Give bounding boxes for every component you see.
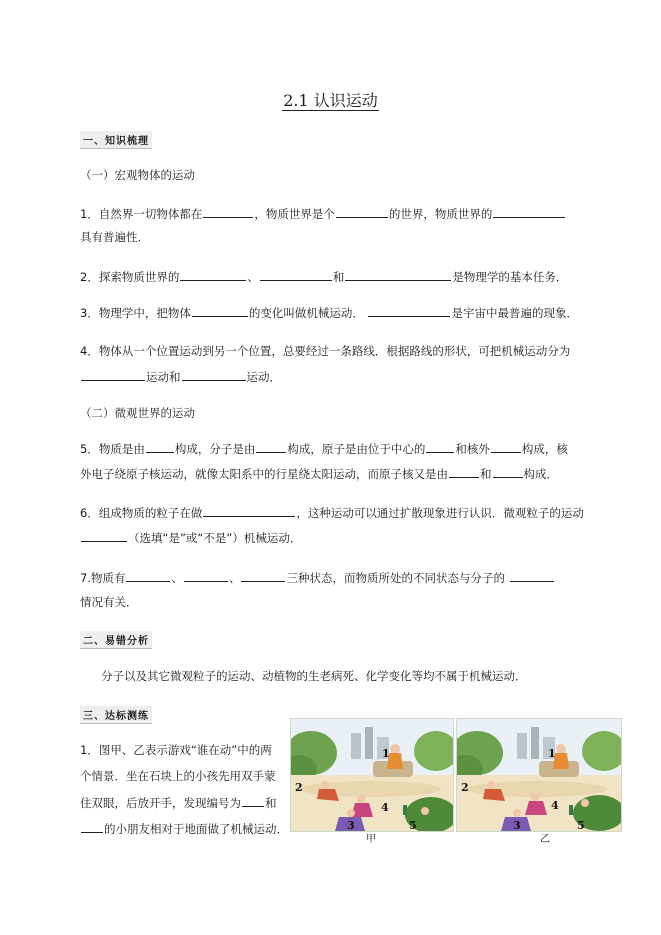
figure-label-4: 4 [381,801,389,814]
figure-label-5: 5 [409,819,417,831]
figure-scene-jia [290,718,454,832]
question-6-line-1: 6．组成物质的粒子在做 ，这种运动可以通过扩散现象进行认识．微观粒子的运动 [80,506,584,520]
scene-illustration [457,719,621,831]
question-5-line-2: 外电子绕原子核运动，就像太阳系中的行星绕太阳运动，而原子核又是由 和 构成． [80,467,558,481]
question-4-line-2: 运动和 运动． [80,368,281,385]
practice-1-line-1: 1．图甲、乙表示游戏“谁在动”中的两 [80,743,272,757]
figure-label-4: 4 [551,799,559,812]
figure-label-3: 3 [513,819,521,831]
figure-label-2: 2 [461,781,469,794]
figure-scene-yi [456,718,622,832]
page-title: 2.1 认识运动 [283,91,378,110]
error-note: 分子以及其它微观粒子的运动、动植物的生老病死、化学变化等均不属于机械运动． [101,669,527,683]
question-7-line-1: 7.物质有 、 、 三种状态，而物质所处的不同状态与分子的 [80,569,555,586]
scene-illustration [291,719,453,831]
figure-label-1: 1 [382,747,390,760]
practice-1-line-4: 的小朋友相对于地面做了机械运动． [80,820,288,837]
question-5-line-1: 5．物质是由 构成，分子是由 构成，原子是由位于中心的 和核外 构成，核 [80,442,568,456]
subheading-macro: （一）宏观物体的运动 [80,168,195,182]
figure-label-3: 3 [347,819,355,831]
practice-1-line-3: 住双眼，后放开手，发现编号为 和 [80,796,277,810]
figure-label-1: 1 [548,747,556,760]
subheading-micro: （二）微观世界的运动 [80,406,195,420]
practice-1-line-2: 个情景．坐在石块上的小孩先用双手蒙 [80,769,276,783]
question-6-line-2: （选填“是”或“不是”）机械运动． [80,529,301,546]
question-7-line-2: 情况有关． [80,595,138,609]
figure-caption-left: 甲 [366,834,376,845]
figure-label-2: 2 [295,781,303,794]
question-1-line-2: 具有普遍性． [80,230,149,244]
section-heading-practice: 三、达标测练 [80,706,152,724]
question-1-line-1: 1．自然界一切物体都在 ，物质世界是个 的世界，物质世界的 [80,205,566,222]
question-3: 3．物理学中，把物体 的变化叫做机械运动． 是宇宙中最普遍的现象． [80,306,578,320]
question-4-line-1: 4．物体从一个位置运动到另一个位置，总要经过一条路线．根据路线的形状，可把机械运动分为 [80,344,571,358]
figure-label-5: 5 [577,819,585,831]
section-heading-errors: 二、易错分析 [80,631,152,649]
section-heading-knowledge: 一、知识梳理 [80,131,152,149]
question-2: 2．探索物质世界的 、 和 是物理学的基本任务． [80,270,568,284]
figure-caption-right: 乙 [540,834,550,845]
